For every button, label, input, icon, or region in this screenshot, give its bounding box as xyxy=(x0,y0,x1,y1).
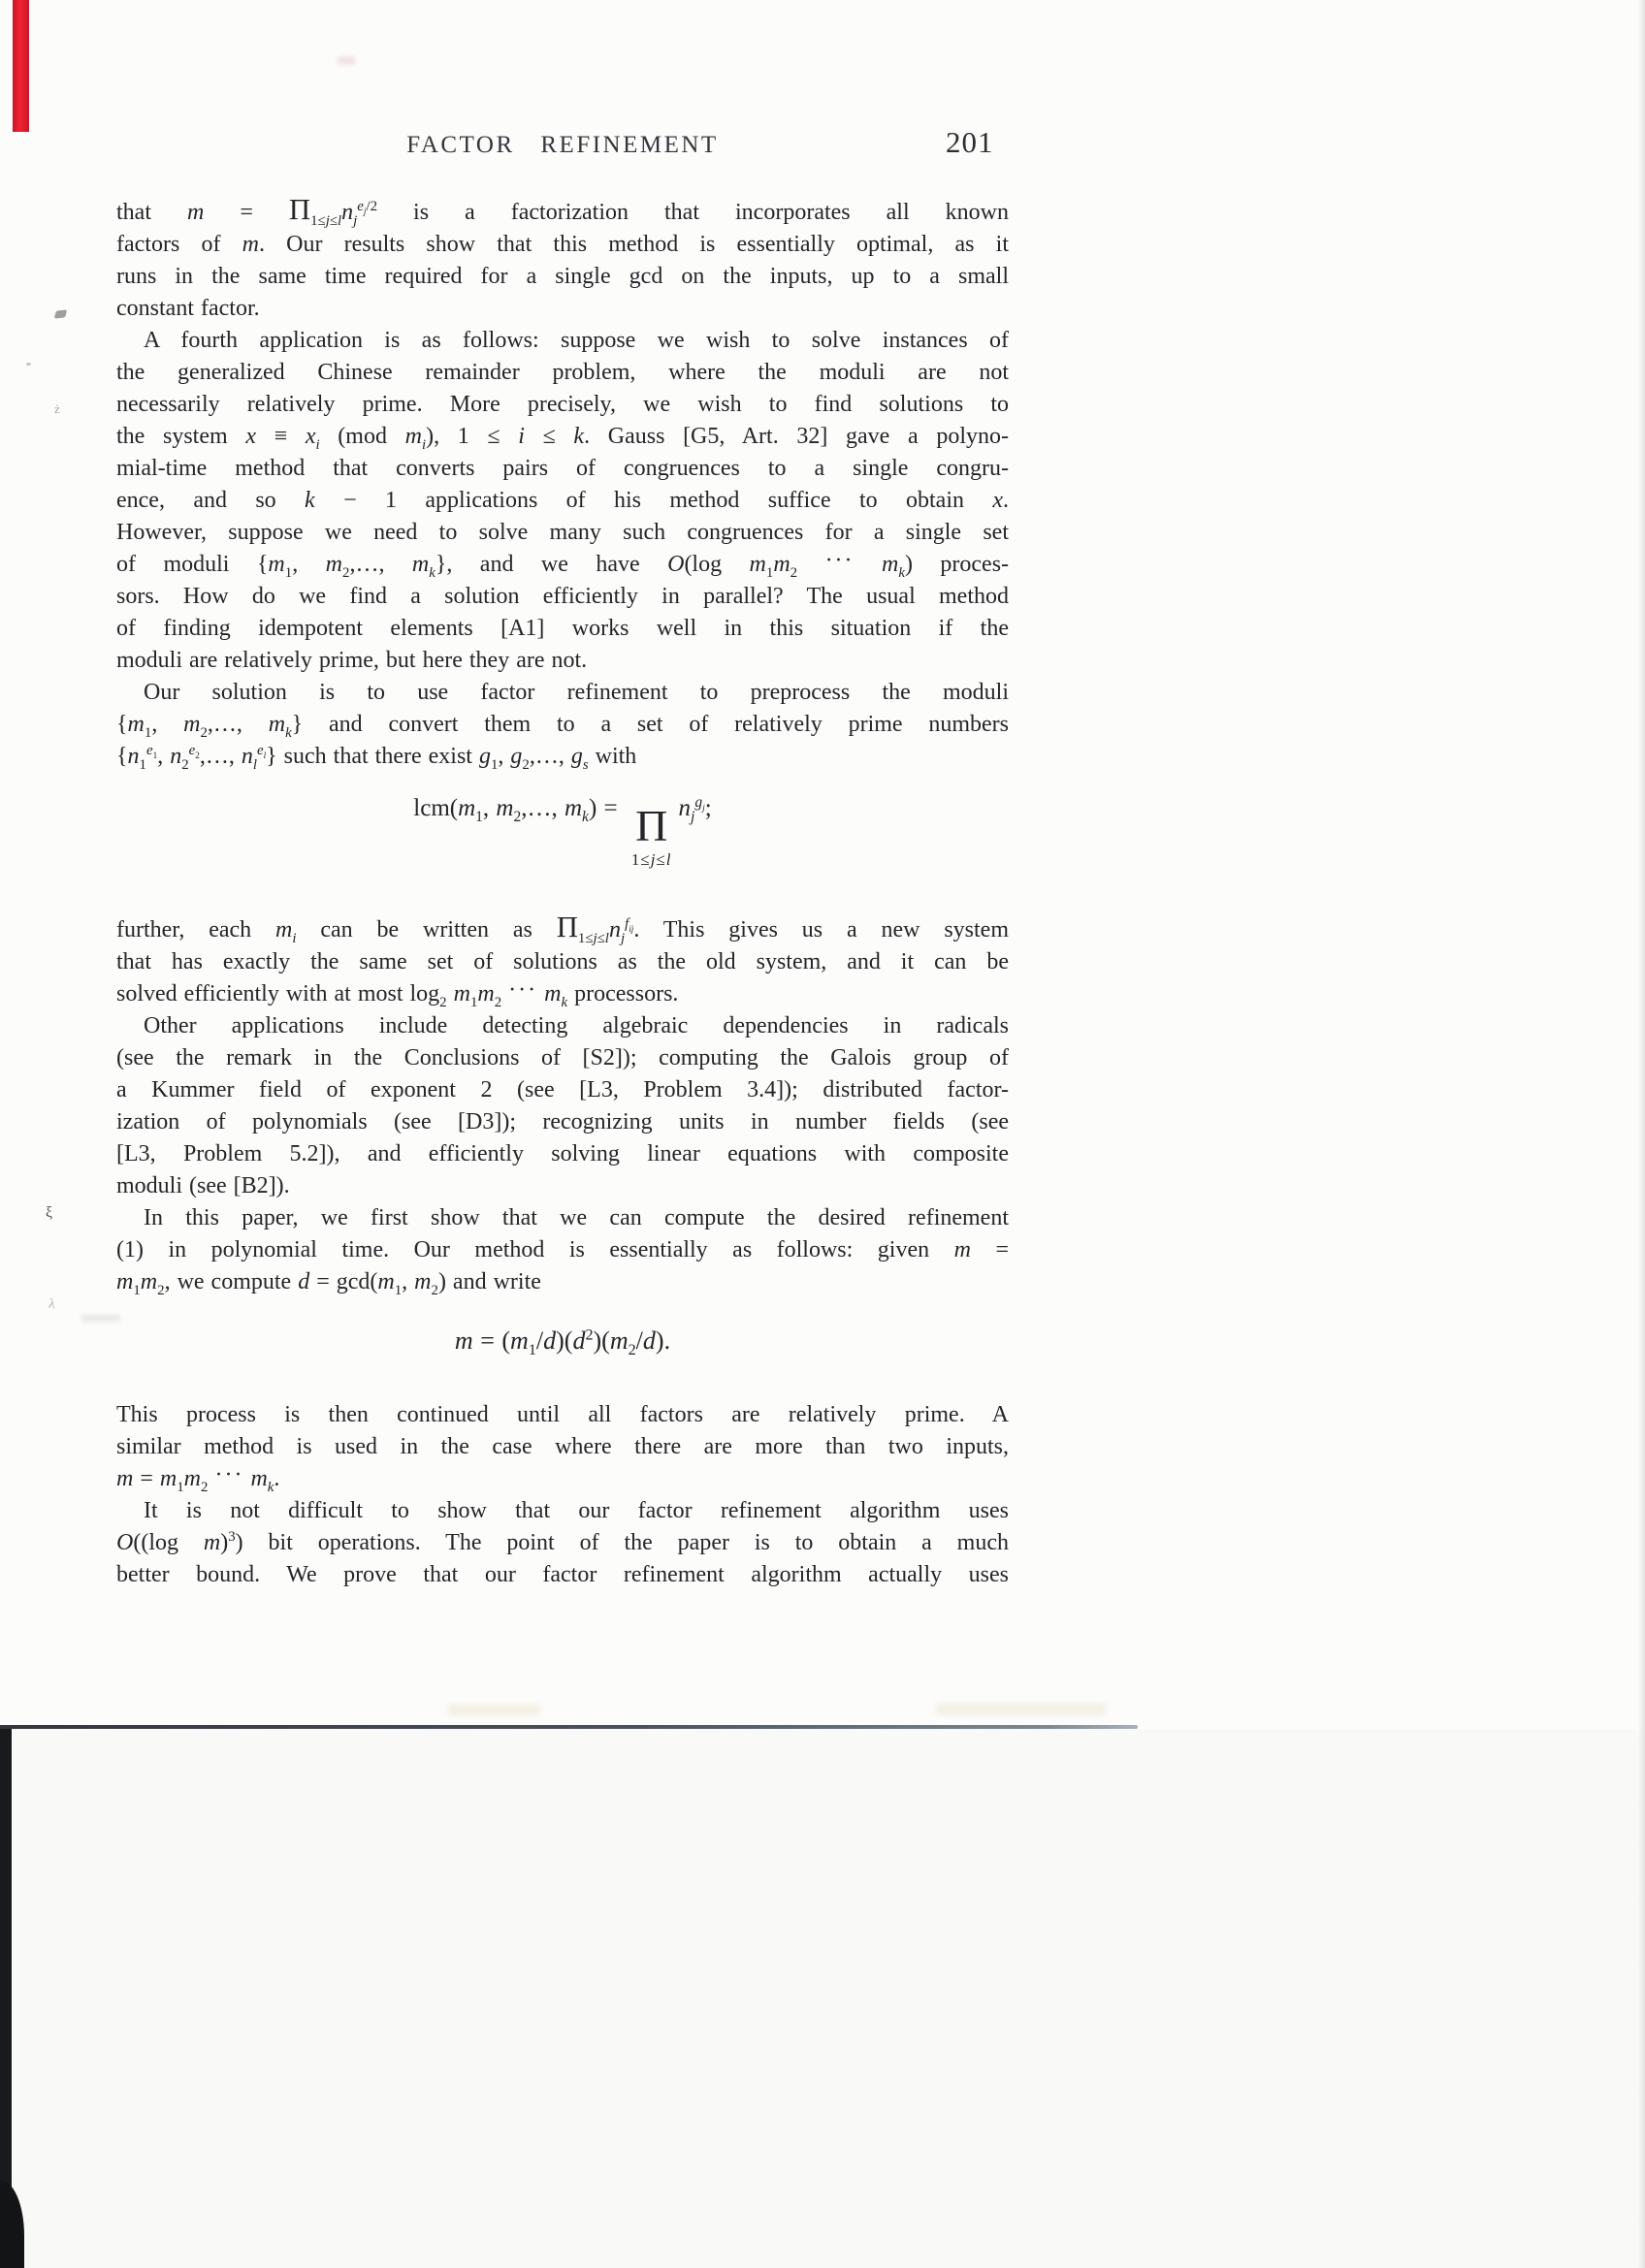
margin-speck: λ xyxy=(48,1296,56,1313)
text-line: of finding idempotent elements [A1] works well in this situation if the xyxy=(116,616,1009,641)
scan-lower-page-area xyxy=(0,1729,1645,2268)
page-number: 201 xyxy=(946,125,994,159)
text-line: It is not difficult to show that our factor refinement algorithm uses xyxy=(144,1498,1009,1523)
body-flow xyxy=(116,193,1010,1591)
text-line: that $m = \Pi_{1\le j\le l}n_j^{e_j/2}$ is a factorization that incorporates all known xyxy=(116,193,1009,229)
scan-smudge xyxy=(338,56,355,65)
text-line: $m_1m_2$, we compute $d = \gcd(m_1$, $m_2$) and write xyxy=(116,1269,541,1298)
running-head: FACTOR REFINEMENT xyxy=(406,132,719,158)
text-line: the system $x \equiv x_i$ (mod $m_i$), 1 ≤ i ≤ k. Gauss [G5, Art. 32] gave a polyno- xyxy=(116,424,1009,453)
text-line: sors. How do we find a solution efficiently in parallel? The usual method xyxy=(116,584,1009,609)
text-line: similar method is used in the case where there are more than two inputs, xyxy=(116,1434,1009,1459)
text-line: {$n_1^{e_1}$, $n_2^{e_2},\dots$, $n_l^{e_l}$} such that there exist $g_1$, $g_2,\dots$, $g_s$ with xyxy=(116,743,637,773)
text-line: ence, and so k − 1 applications of his method suffice to obtain x. xyxy=(116,488,1010,513)
scan-streak xyxy=(448,1705,540,1715)
text-line: that has exactly the same set of solutions as the old system, and it can be xyxy=(116,949,1009,974)
text-line: necessarily relatively prime. More precisely, we wish to find solutions to xyxy=(116,392,1009,417)
text-line: of moduli {$m_1$, $m_2,\dots$, $m_k$}, and we have O(log $m_1m_2$ ··· $m_k$) proces- xyxy=(116,548,1010,581)
scan-streak xyxy=(936,1703,1106,1715)
text-line: This process is then continued until all factors are relatively prime. A xyxy=(116,1402,1009,1427)
equation: $m = (m_1/d)(d^2)(m_2/d)$. xyxy=(454,1326,671,1359)
text-line: better bound. We prove that our factor refinement algorithm actually uses xyxy=(116,1562,1009,1587)
margin-speck xyxy=(26,363,31,366)
text-line: Our solution is to use factor refinement to preprocess the moduli xyxy=(144,680,1009,705)
text-line: a Kummer field of exponent 2 (see [L3, Problem 3.4]); distributed factor- xyxy=(116,1077,1009,1102)
scan-right-edge-shade xyxy=(1638,0,1645,2268)
scan-red-stripe xyxy=(13,0,29,132)
text-line: Other applications include detecting algebraic dependencies in radicals xyxy=(144,1013,1009,1038)
text-line: constant factor. xyxy=(116,296,260,321)
equation: $lcm(m_1$, $m_2,\dots$, $m_k$) = Π 1≤j≤l $n_j^{g_j}$; xyxy=(413,793,712,869)
text-line: In this paper, we first show that we can compute the desired refinement xyxy=(144,1205,1009,1230)
text-line: the generalized Chinese remainder problem, where the moduli are not xyxy=(116,360,1009,385)
text-line: {$m_1$, $m_2,\dots$, $m_k$} and convert them to a set of relatively prime numbers xyxy=(116,712,1010,741)
text-line: mial-time method that converts pairs of congruences to a single congru- xyxy=(116,456,1009,481)
margin-speck: ż xyxy=(54,401,60,416)
text-line: $m = m_1m_2$ ··· $m_k$. xyxy=(116,1462,280,1495)
text-line: O((log m)$^3$) bit operations. The point of the paper is to obtain a much xyxy=(116,1529,1010,1555)
text-line: moduli are relatively prime, but here they are not. xyxy=(116,648,588,673)
text-line: runs in the same time required for a single gcd on the inputs, up to a small xyxy=(116,264,1009,289)
text-line: ization of polynomials (see [D3]); recognizing units in number fields (see xyxy=(116,1109,1009,1134)
text-line: A fourth application is as follows: suppose we wish to solve instances of xyxy=(144,328,1009,353)
text-line: (see the remark in the Conclusions of [S2]); computing the Galois group of xyxy=(116,1045,1009,1070)
text-line: solved efficiently with at most $\log_2 m_1m_2$ ··· $m_k$ processors. xyxy=(116,977,679,1010)
text-line: [L3, Problem 5.2]), and efficiently solving linear equations with composite xyxy=(116,1141,1009,1166)
page-bottom-separator-line xyxy=(0,1725,1138,1729)
margin-speck: ξ xyxy=(46,1204,53,1221)
margin-speck xyxy=(54,309,67,318)
text-line: further, each $m_i$ can be written as $\Pi_{1\le j\le l}n_j^{f_{ij}}$. This gives us a new system xyxy=(116,910,1009,946)
margin-speck xyxy=(81,1315,120,1322)
text-line: However, suppose we need to solve many such congruences for a single set xyxy=(116,520,1009,545)
text-line: moduli (see [B2]). xyxy=(116,1173,290,1198)
text-line: factors of m. Our results show that this method is essentially optimal, as it xyxy=(116,232,1009,257)
text-line: (1) in polynomial time. Our method is essentially as follows: given m = xyxy=(116,1237,1009,1262)
